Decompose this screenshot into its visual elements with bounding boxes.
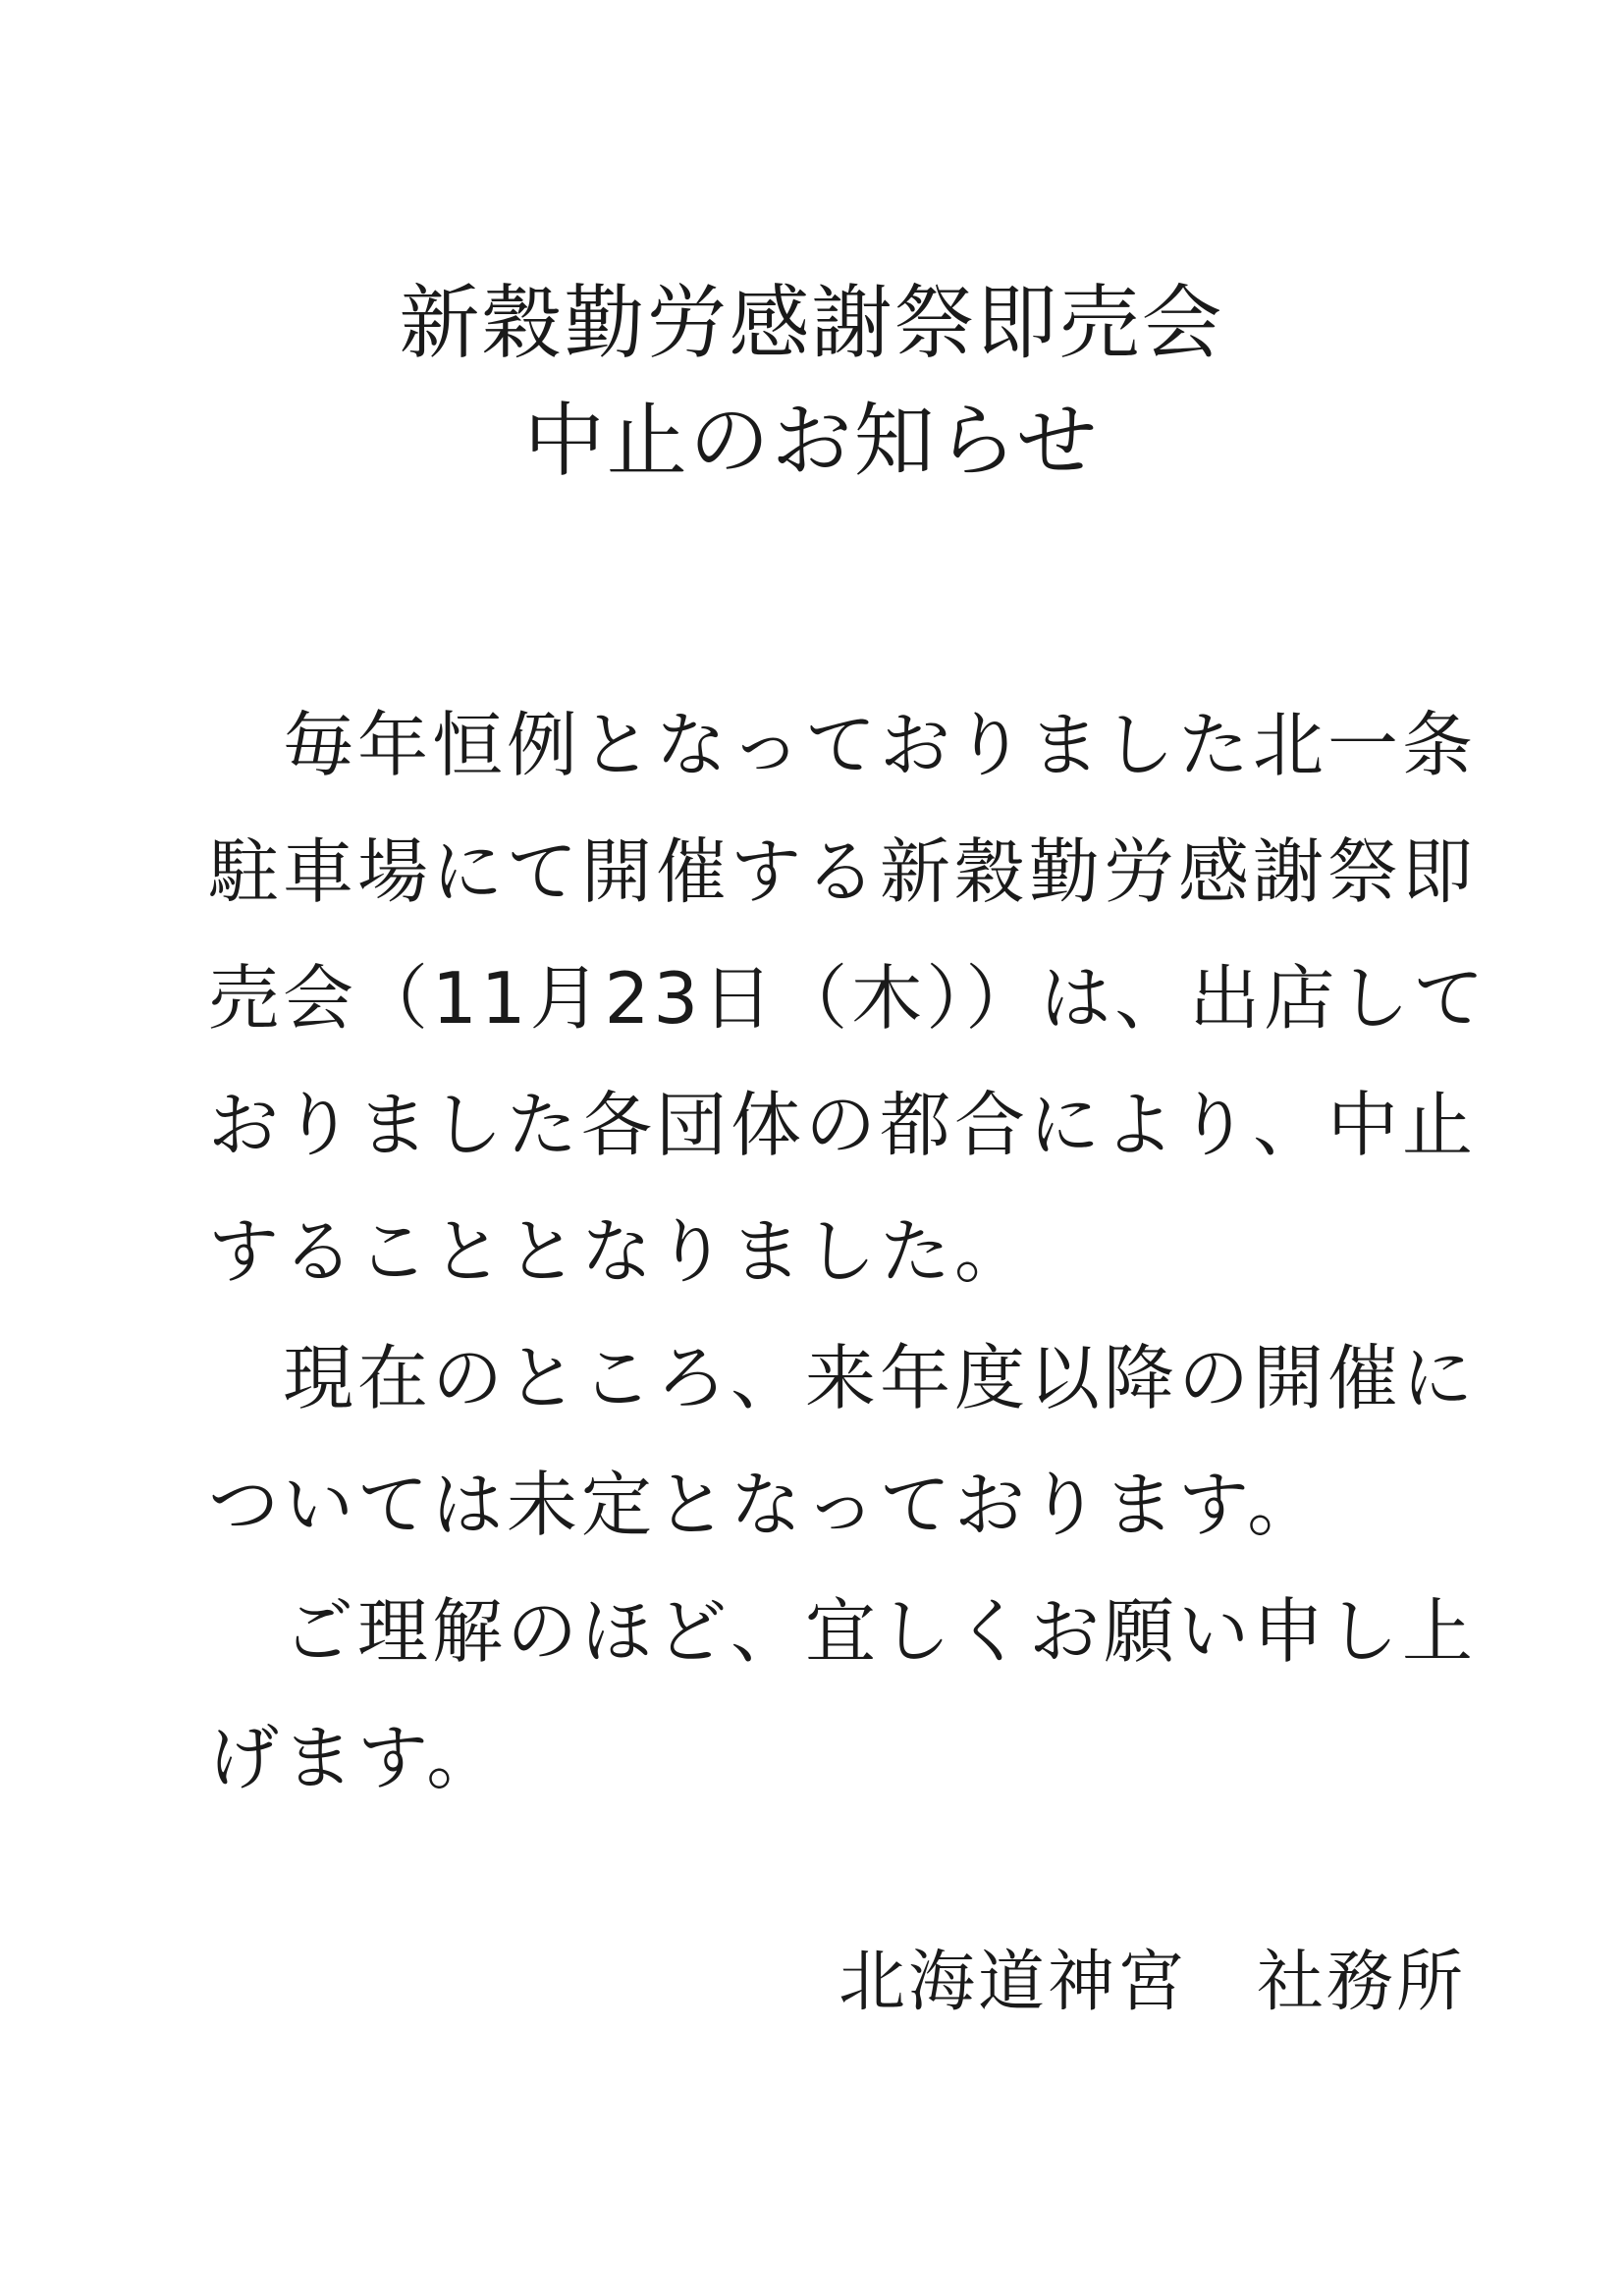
- body-line: することとなりました。: [208, 1210, 1030, 1293]
- title-line-1: 新穀勤労感謝祭即売会: [399, 277, 1224, 370]
- body-line: 駐車場にて開催する新穀勤労感謝祭即: [208, 830, 1478, 913]
- body-line: げます。: [208, 1717, 502, 1799]
- signature: 北海道神宮 社務所: [838, 1944, 1466, 2021]
- notice-title: [0, 265, 1623, 501]
- body-line: ついては未定となっております。: [208, 1464, 1323, 1546]
- title-line-2: 中止のお知らせ: [523, 395, 1100, 488]
- body-line: おりました各団体の都合により、中止: [208, 1084, 1478, 1166]
- body-line: 現在のところ、来年度以降の開催に: [208, 1337, 1478, 1419]
- body-line: ご理解のほど、宜しくお願い申し上: [208, 1590, 1478, 1673]
- body-line: 売会（11月23日（木））は、出店して: [208, 957, 1488, 1040]
- body-line: 毎年恒例となっておりました北一条: [208, 704, 1478, 786]
- notice-body: [208, 682, 1488, 1822]
